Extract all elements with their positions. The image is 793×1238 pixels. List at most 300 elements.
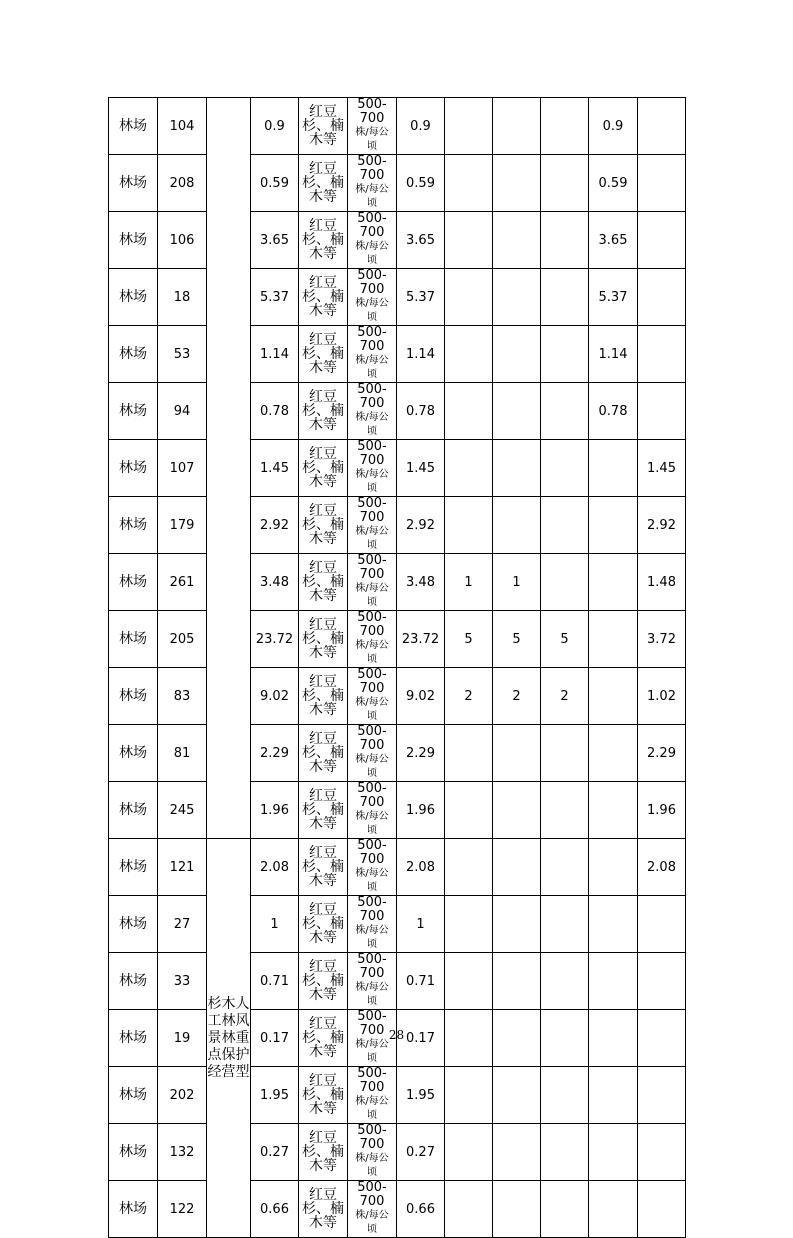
species-line: 红豆 (309, 389, 337, 405)
table-row (109, 269, 686, 326)
year-y2-cell (493, 98, 541, 155)
density-line: 500-700 (357, 724, 387, 753)
year-y5-cell: 2.92 (638, 497, 686, 554)
density-cell (348, 98, 397, 155)
year-y2-cell (493, 440, 541, 497)
density-line: 顷 (367, 825, 377, 836)
density-cell (348, 725, 397, 782)
density-line: 株/每公 (355, 1039, 389, 1050)
density-cell (348, 155, 397, 212)
year-y5-cell: 1.02 (638, 668, 686, 725)
year-y1-cell (445, 896, 493, 953)
area-cell: 23.72 (251, 611, 299, 668)
site-cell: 林场 (109, 1067, 158, 1124)
year-y4-cell (589, 611, 638, 668)
species-line: 红豆 (309, 1016, 337, 1032)
area-cell: 1.45 (251, 440, 299, 497)
species-line: 红豆 (309, 161, 337, 177)
species-cell (299, 953, 348, 1010)
density-line: 顷 (367, 939, 377, 950)
area-cell: 0.59 (251, 155, 299, 212)
species-line: 木等 (309, 246, 337, 262)
year-y3-cell (541, 782, 589, 839)
year-y5-cell: 2.29 (638, 725, 686, 782)
year-y1-cell (445, 269, 493, 326)
site-cell: 林场 (109, 725, 158, 782)
species-line: 红豆 (309, 731, 337, 747)
table-row (109, 1124, 686, 1181)
density-line: 株/每公 (355, 1210, 389, 1221)
total-cell: 0.27 (397, 1124, 445, 1181)
species-line: 红豆 (309, 1073, 337, 1089)
species-line: 木等 (309, 759, 337, 775)
year-y4-cell: 5.37 (589, 269, 638, 326)
area-cell: 2.29 (251, 725, 299, 782)
density-line: 顷 (367, 882, 377, 893)
species-line: 杉、楠 (302, 289, 344, 305)
species-line: 杉、楠 (302, 574, 344, 590)
year-y1-cell (445, 155, 493, 212)
density-line: 500-700 (357, 553, 387, 582)
density-line: 株/每公 (355, 697, 389, 708)
table-row (109, 896, 686, 953)
density-line: 株/每公 (355, 1153, 389, 1164)
density-line: 500-700 (357, 325, 387, 354)
year-y4-cell: 1.14 (589, 326, 638, 383)
density-line: 500-700 (357, 838, 387, 867)
species-cell (299, 98, 348, 155)
area-cell: 9.02 (251, 668, 299, 725)
total-cell: 1.14 (397, 326, 445, 383)
area-cell: 1.14 (251, 326, 299, 383)
area-cell: 0.17 (251, 1010, 299, 1067)
species-line: 木等 (309, 531, 337, 547)
year-y3-cell: 2 (541, 668, 589, 725)
species-line: 杉、楠 (302, 1087, 344, 1103)
density-cell (348, 953, 397, 1010)
table-row (109, 725, 686, 782)
species-cell (299, 383, 348, 440)
species-line: 木等 (309, 873, 337, 889)
year-y2-cell (493, 326, 541, 383)
density-line: 500-700 (357, 97, 387, 126)
species-cell (299, 896, 348, 953)
density-cell (348, 554, 397, 611)
total-cell: 1.95 (397, 1067, 445, 1124)
density-cell (348, 896, 397, 953)
species-cell (299, 497, 348, 554)
year-y1-cell (445, 497, 493, 554)
species-line: 木等 (309, 816, 337, 832)
year-y1-cell (445, 1124, 493, 1181)
density-line: 顷 (367, 255, 377, 266)
total-cell: 0.71 (397, 953, 445, 1010)
density-line: 500-700 (357, 439, 387, 468)
total-cell: 5.37 (397, 269, 445, 326)
site-cell: 林场 (109, 497, 158, 554)
density-line: 株/每公 (355, 241, 389, 252)
plot-id-cell: 27 (158, 896, 207, 953)
density-line: 500-700 (357, 952, 387, 981)
plot-id-cell: 208 (158, 155, 207, 212)
density-line: 株/每公 (355, 1096, 389, 1107)
density-line: 顷 (367, 141, 377, 152)
area-cell: 1.95 (251, 1067, 299, 1124)
year-y3-cell (541, 554, 589, 611)
plot-id-cell: 18 (158, 269, 207, 326)
plot-id-cell: 104 (158, 98, 207, 155)
table-row (109, 212, 686, 269)
species-line: 杉、楠 (302, 1144, 344, 1160)
area-cell: 0.27 (251, 1124, 299, 1181)
density-line: 顷 (367, 426, 377, 437)
total-cell: 1.96 (397, 782, 445, 839)
year-y4-cell: 0.78 (589, 383, 638, 440)
density-line: 顷 (367, 711, 377, 722)
density-line: 顷 (367, 198, 377, 209)
density-line: 株/每公 (355, 754, 389, 765)
site-cell: 林场 (109, 212, 158, 269)
area-cell: 2.92 (251, 497, 299, 554)
density-line: 顷 (367, 1110, 377, 1121)
year-y2-cell (493, 1124, 541, 1181)
area-cell: 3.48 (251, 554, 299, 611)
species-cell (299, 440, 348, 497)
table-row (109, 554, 686, 611)
species-line: 木等 (309, 132, 337, 148)
density-cell (348, 611, 397, 668)
density-cell (348, 782, 397, 839)
table-row (109, 953, 686, 1010)
year-y2-cell: 1 (493, 554, 541, 611)
density-line: 500-700 (357, 667, 387, 696)
density-line: 500-700 (357, 496, 387, 525)
species-cell (299, 554, 348, 611)
plot-id-cell: 107 (158, 440, 207, 497)
species-line: 木等 (309, 1101, 337, 1117)
year-y3-cell (541, 953, 589, 1010)
density-line: 500-700 (357, 211, 387, 240)
density-cell (348, 668, 397, 725)
total-cell: 0.59 (397, 155, 445, 212)
total-cell: 0.66 (397, 1181, 445, 1238)
area-cell: 0.9 (251, 98, 299, 155)
species-cell (299, 269, 348, 326)
year-y2-cell (493, 497, 541, 554)
species-line: 红豆 (309, 446, 337, 462)
density-cell (348, 326, 397, 383)
species-line: 杉、楠 (302, 346, 344, 362)
year-y5-cell: 1.45 (638, 440, 686, 497)
density-line: 株/每公 (355, 583, 389, 594)
species-line: 红豆 (309, 1130, 337, 1146)
species-line: 杉、楠 (302, 1201, 344, 1217)
site-cell: 林场 (109, 1010, 158, 1067)
species-line: 红豆 (309, 788, 337, 804)
density-line: 株/每公 (355, 184, 389, 195)
species-line: 红豆 (309, 218, 337, 234)
site-cell: 林场 (109, 383, 158, 440)
species-line: 木等 (309, 1158, 337, 1174)
density-line: 顷 (367, 1167, 377, 1178)
year-y4-cell (589, 497, 638, 554)
table-row (109, 1067, 686, 1124)
year-y3-cell: 5 (541, 611, 589, 668)
species-line: 红豆 (309, 902, 337, 918)
year-y2-cell (493, 839, 541, 896)
density-line: 500-700 (357, 1123, 387, 1152)
total-cell: 3.65 (397, 212, 445, 269)
table-row (109, 383, 686, 440)
species-line: 杉、楠 (302, 688, 344, 704)
species-cell (299, 611, 348, 668)
species-line: 杉、楠 (302, 859, 344, 875)
density-line: 500-700 (357, 781, 387, 810)
total-cell: 1.45 (397, 440, 445, 497)
year-y3-cell (541, 155, 589, 212)
year-y5-cell: 2.08 (638, 839, 686, 896)
density-line: 500-700 (357, 610, 387, 639)
site-cell: 林场 (109, 611, 158, 668)
year-y4-cell (589, 782, 638, 839)
year-y1-cell (445, 440, 493, 497)
year-y4-cell (589, 668, 638, 725)
year-y4-cell (589, 554, 638, 611)
density-cell (348, 839, 397, 896)
density-line: 顷 (367, 1053, 377, 1064)
year-y5-cell (638, 953, 686, 1010)
year-y4-cell (589, 1181, 638, 1238)
species-cell (299, 839, 348, 896)
total-cell: 1 (397, 896, 445, 953)
year-y3-cell (541, 1124, 589, 1181)
species-line: 杉、楠 (302, 403, 344, 419)
year-y1-cell: 5 (445, 611, 493, 668)
year-y3-cell (541, 269, 589, 326)
group-cell-empty (207, 98, 251, 839)
density-cell (348, 440, 397, 497)
area-cell: 0.71 (251, 953, 299, 1010)
year-y4-cell: 0.59 (589, 155, 638, 212)
plot-id-cell: 202 (158, 1067, 207, 1124)
species-line: 红豆 (309, 959, 337, 975)
species-line: 红豆 (309, 560, 337, 576)
density-line: 500-700 (357, 1009, 387, 1038)
table-row (109, 1181, 686, 1238)
plot-id-cell: 19 (158, 1010, 207, 1067)
species-line: 红豆 (309, 674, 337, 690)
year-y4-cell (589, 953, 638, 1010)
year-y2-cell (493, 782, 541, 839)
species-line: 杉、楠 (302, 631, 344, 647)
year-y1-cell (445, 326, 493, 383)
plot-id-cell: 205 (158, 611, 207, 668)
year-y5-cell (638, 269, 686, 326)
site-cell: 林场 (109, 440, 158, 497)
year-y3-cell (541, 839, 589, 896)
plot-id-cell: 122 (158, 1181, 207, 1238)
year-y2-cell (493, 1181, 541, 1238)
species-line: 木等 (309, 189, 337, 205)
year-y5-cell (638, 896, 686, 953)
table-row (109, 155, 686, 212)
year-y4-cell (589, 896, 638, 953)
site-cell: 林场 (109, 269, 158, 326)
species-line: 木等 (309, 417, 337, 433)
area-cell: 1 (251, 896, 299, 953)
plot-id-cell: 53 (158, 326, 207, 383)
species-line: 杉、楠 (302, 916, 344, 932)
table-row (109, 782, 686, 839)
total-cell: 23.72 (397, 611, 445, 668)
species-cell (299, 326, 348, 383)
year-y5-cell (638, 383, 686, 440)
year-y4-cell (589, 1124, 638, 1181)
species-cell (299, 668, 348, 725)
year-y1-cell: 2 (445, 668, 493, 725)
area-cell: 1.96 (251, 782, 299, 839)
species-line: 木等 (309, 1044, 337, 1060)
year-y1-cell (445, 1181, 493, 1238)
year-y3-cell (541, 896, 589, 953)
density-line: 500-700 (357, 1180, 387, 1209)
species-line: 红豆 (309, 104, 337, 120)
density-line: 顷 (367, 768, 377, 779)
page-number: 28 (388, 1028, 405, 1042)
table-row (109, 326, 686, 383)
year-y2-cell (493, 896, 541, 953)
year-y3-cell (541, 326, 589, 383)
species-line: 红豆 (309, 332, 337, 348)
year-y1-cell: 1 (445, 554, 493, 611)
density-line: 顷 (367, 1224, 377, 1235)
species-line: 红豆 (309, 845, 337, 861)
species-cell (299, 155, 348, 212)
site-cell: 林场 (109, 554, 158, 611)
density-cell (348, 1181, 397, 1238)
year-y5-cell (638, 1067, 686, 1124)
year-y4-cell (589, 725, 638, 782)
site-cell: 林场 (109, 98, 158, 155)
total-cell: 2.92 (397, 497, 445, 554)
year-y5-cell: 1.48 (638, 554, 686, 611)
species-line: 木等 (309, 702, 337, 718)
total-cell: 3.48 (397, 554, 445, 611)
total-cell: 2.29 (397, 725, 445, 782)
density-line: 顷 (367, 369, 377, 380)
year-y3-cell (541, 212, 589, 269)
plot-id-cell: 132 (158, 1124, 207, 1181)
area-cell: 3.65 (251, 212, 299, 269)
year-y1-cell (445, 1067, 493, 1124)
species-cell (299, 1181, 348, 1238)
species-line: 红豆 (309, 275, 337, 291)
year-y2-cell (493, 269, 541, 326)
year-y1-cell (445, 98, 493, 155)
density-line: 顷 (367, 312, 377, 323)
site-cell: 林场 (109, 782, 158, 839)
species-line: 杉、楠 (302, 232, 344, 248)
site-cell: 林场 (109, 155, 158, 212)
year-y2-cell (493, 212, 541, 269)
plot-id-cell: 94 (158, 383, 207, 440)
density-line: 株/每公 (355, 868, 389, 879)
table-row (109, 611, 686, 668)
species-line: 红豆 (309, 1187, 337, 1203)
area-cell: 0.66 (251, 1181, 299, 1238)
year-y2-cell (493, 155, 541, 212)
area-cell: 2.08 (251, 839, 299, 896)
year-y3-cell (541, 497, 589, 554)
year-y2-cell (493, 1067, 541, 1124)
table-row (109, 497, 686, 554)
year-y4-cell (589, 1067, 638, 1124)
year-y2-cell (493, 953, 541, 1010)
density-line: 株/每公 (355, 412, 389, 423)
site-cell: 林场 (109, 896, 158, 953)
species-line: 杉、楠 (302, 973, 344, 989)
area-cell: 5.37 (251, 269, 299, 326)
table-row (109, 839, 686, 896)
species-line: 杉、楠 (302, 517, 344, 533)
year-y2-cell: 5 (493, 611, 541, 668)
total-cell: 0.9 (397, 98, 445, 155)
density-line: 株/每公 (355, 811, 389, 822)
year-y3-cell (541, 725, 589, 782)
density-line: 顷 (367, 597, 377, 608)
plot-id-cell: 121 (158, 839, 207, 896)
year-y1-cell (445, 212, 493, 269)
species-cell (299, 782, 348, 839)
total-cell: 0.78 (397, 383, 445, 440)
density-line: 株/每公 (355, 298, 389, 309)
density-cell (348, 269, 397, 326)
year-y4-cell: 3.65 (589, 212, 638, 269)
site-cell: 林场 (109, 953, 158, 1010)
year-y5-cell (638, 98, 686, 155)
density-line: 500-700 (357, 382, 387, 411)
year-y1-cell (445, 953, 493, 1010)
year-y4-cell (589, 440, 638, 497)
density-line: 500-700 (357, 154, 387, 183)
site-cell: 林场 (109, 1124, 158, 1181)
species-line: 杉、楠 (302, 118, 344, 134)
species-line: 红豆 (309, 617, 337, 633)
species-line: 木等 (309, 645, 337, 661)
density-line: 株/每公 (355, 925, 389, 936)
species-line: 木等 (309, 987, 337, 1003)
total-cell: 9.02 (397, 668, 445, 725)
density-line: 顷 (367, 996, 377, 1007)
year-y2-cell (493, 725, 541, 782)
plot-id-cell: 245 (158, 782, 207, 839)
density-line: 顷 (367, 654, 377, 665)
density-line: 500-700 (357, 895, 387, 924)
plot-id-cell: 106 (158, 212, 207, 269)
year-y5-cell (638, 326, 686, 383)
site-cell: 林场 (109, 326, 158, 383)
group-label: 杉木人工林风景林重点保护经营型 (207, 995, 250, 1080)
total-cell: 0.17 (397, 1010, 445, 1067)
site-cell: 林场 (109, 839, 158, 896)
species-line: 木等 (309, 303, 337, 319)
plot-id-cell: 261 (158, 554, 207, 611)
species-line: 木等 (309, 1215, 337, 1231)
forest-plot-table (108, 97, 686, 1238)
species-line: 木等 (309, 930, 337, 946)
area-cell: 0.78 (251, 383, 299, 440)
table-row (109, 440, 686, 497)
